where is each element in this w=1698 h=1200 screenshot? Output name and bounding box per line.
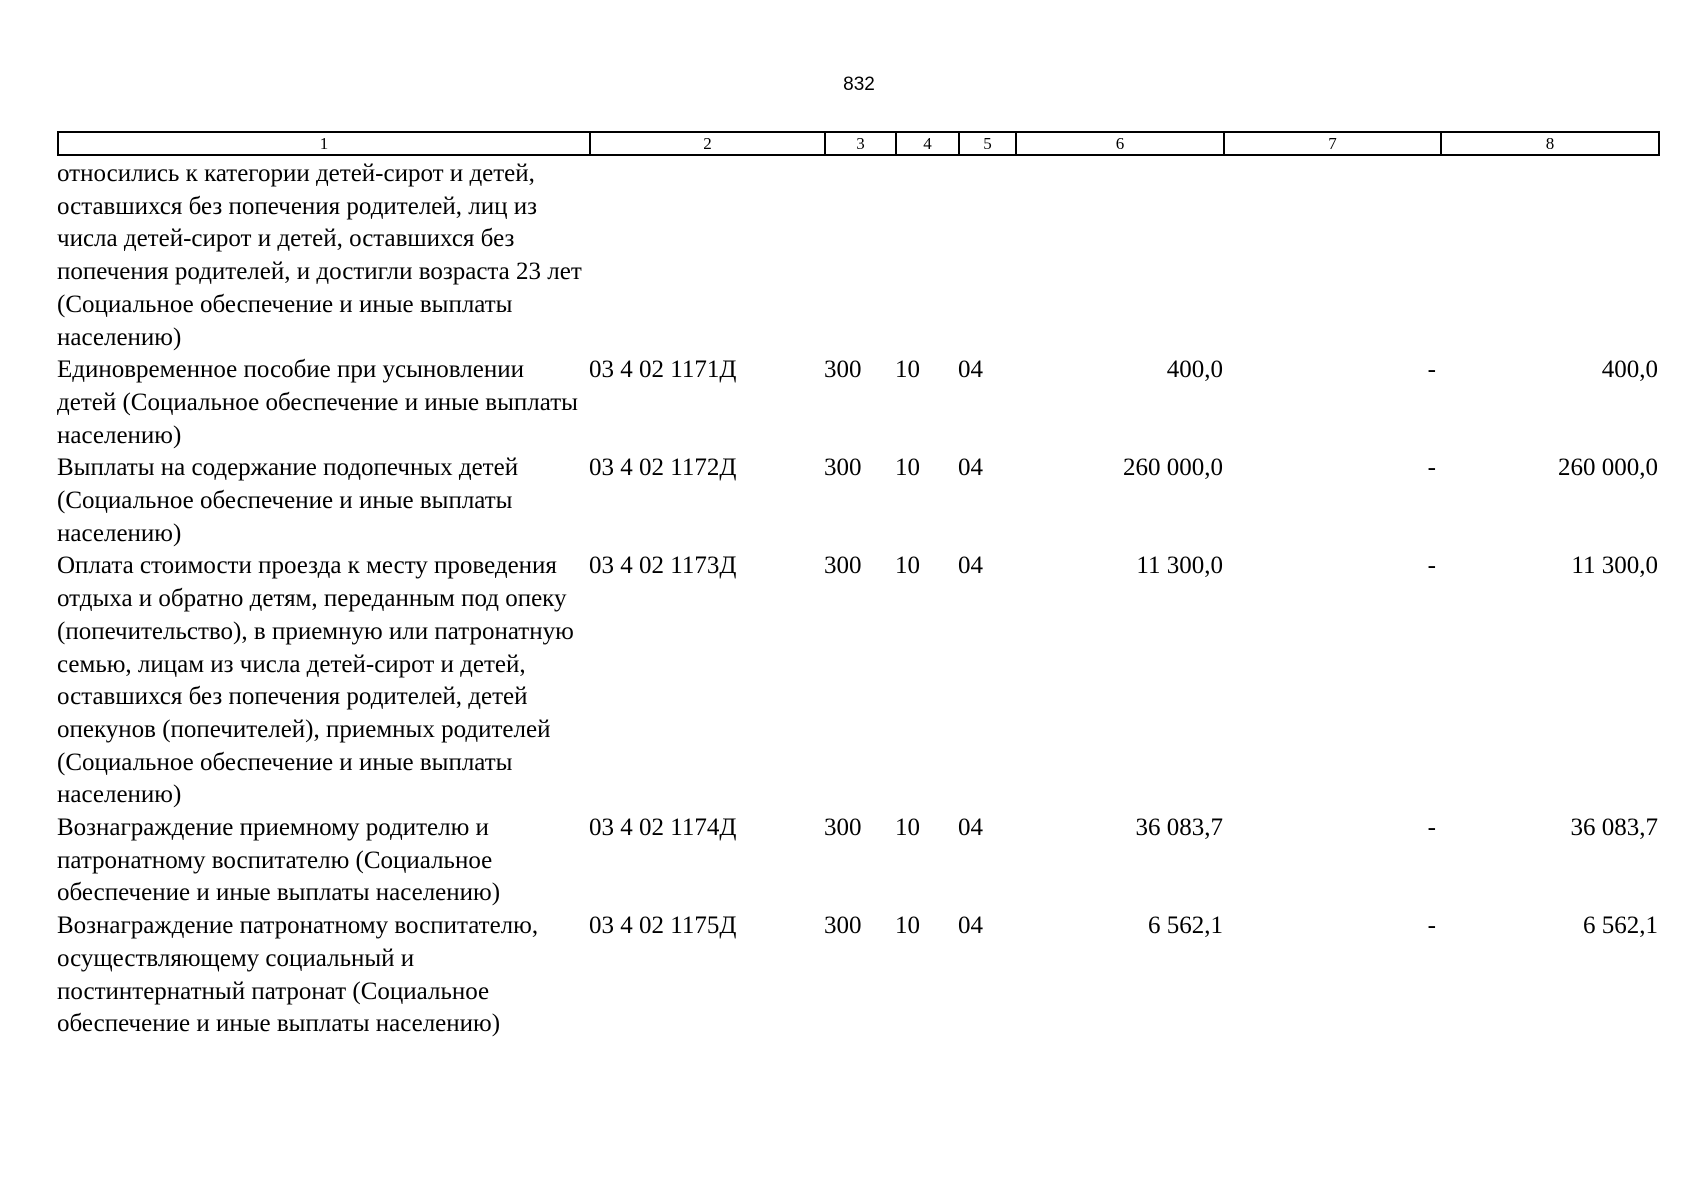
column-number-5: 5 [959,132,1016,155]
amount-col6 [1015,158,1223,354]
amount-col6: 36 083,7 [1135,814,1223,842]
amount-col7: - [1427,552,1436,580]
expense-type-code: 300 [824,454,862,482]
amount-col7: - [1427,356,1436,384]
row-name: Единовременное пособие при усыновлении детей (Социальное обеспечение и иные выплаты населению) [57,356,578,449]
target-article-code [589,158,824,354]
subsection-code [958,158,1015,354]
target-article-code: 03 4 02 1175Д [589,912,737,940]
section-code: 10 [895,912,920,940]
amount-col6: 400,0 [1166,356,1223,384]
column-number-3: 3 [825,132,896,155]
amount-col8 [1440,158,1658,354]
page-number: 832 [843,74,875,95]
subsection-code: 04 [958,814,983,842]
row-name: относились к категории детей-сирот и детей, оставшихся без попечения родителей, лиц из числа детей-сирот и детей, оставшихся без попечения родителей, и достигли возраста 23 лет (Социальное обеспечение и иные выплаты населению) [57,160,582,351]
column-number-1: 1 [58,132,590,155]
expense-type-code: 300 [824,552,862,580]
section-code [895,158,958,354]
subsection-code: 04 [958,552,983,580]
amount-col7: - [1427,814,1436,842]
expense-type-code: 300 [824,912,862,940]
target-article-code: 03 4 02 1173Д [589,552,737,580]
amount-col7 [1223,158,1440,354]
subsection-code: 04 [958,454,983,482]
column-number-8: 8 [1441,132,1659,155]
amount-col8: 11 300,0 [1571,552,1658,580]
amount-col8: 36 083,7 [1570,814,1658,842]
table-row [57,812,1658,910]
target-article-code: 03 4 02 1174Д [589,814,737,842]
table-row [57,910,1658,1041]
column-number-header [57,131,1660,156]
target-article-code: 03 4 02 1172Д [589,454,737,482]
table-row [57,158,1658,354]
column-number-6: 6 [1016,132,1224,155]
expense-type-code: 300 [824,356,862,384]
expense-type-code [824,158,895,354]
amount-col8: 400,0 [1601,356,1658,384]
column-number-4: 4 [896,132,959,155]
row-name: Выплаты на содержание подопечных детей (Социальное обеспечение и иные выплаты населению) [57,454,519,547]
amount-col6: 11 300,0 [1136,552,1223,580]
expense-type-code: 300 [824,814,862,842]
section-code: 10 [895,814,920,842]
section-code: 10 [895,454,920,482]
table-row [57,354,1658,452]
amount-col6: 260 000,0 [1123,454,1223,482]
section-code: 10 [895,356,920,384]
column-number-2: 2 [590,132,825,155]
row-name: Вознаграждение патронатному воспитателю, осуществляющему социальный и постинтернатный патронат (Социальное обеспечение и иные выплаты населению) [57,912,539,1038]
subsection-code: 04 [958,356,983,384]
amount-col7: - [1427,912,1436,940]
amount-col8: 260 000,0 [1558,454,1658,482]
table-row [57,550,1658,812]
amount-col7: - [1427,454,1436,482]
table-row [57,452,1658,550]
target-article-code: 03 4 02 1171Д [589,356,737,384]
subsection-code: 04 [958,912,983,940]
row-name: Вознаграждение приемному родителю и патронатному воспитателю (Социальное обеспечение и иные выплаты населению) [57,814,501,907]
row-name: Оплата стоимости проезда к месту проведения отдыха и обратно детям, переданным под опеку (попечительство), в приемную или патронатную семью, лицам из числа детей-сирот и детей, оставшихся без попечения родителей, детей опекунов (попечителей), приемных родителей (Социальное обеспечение и иные выплаты населению) [57,552,574,809]
amount-col6: 6 562,1 [1148,912,1223,940]
amount-col8: 6 562,1 [1583,912,1658,940]
budget-table [57,158,1658,1041]
column-number-7: 7 [1224,132,1441,155]
section-code: 10 [895,552,920,580]
